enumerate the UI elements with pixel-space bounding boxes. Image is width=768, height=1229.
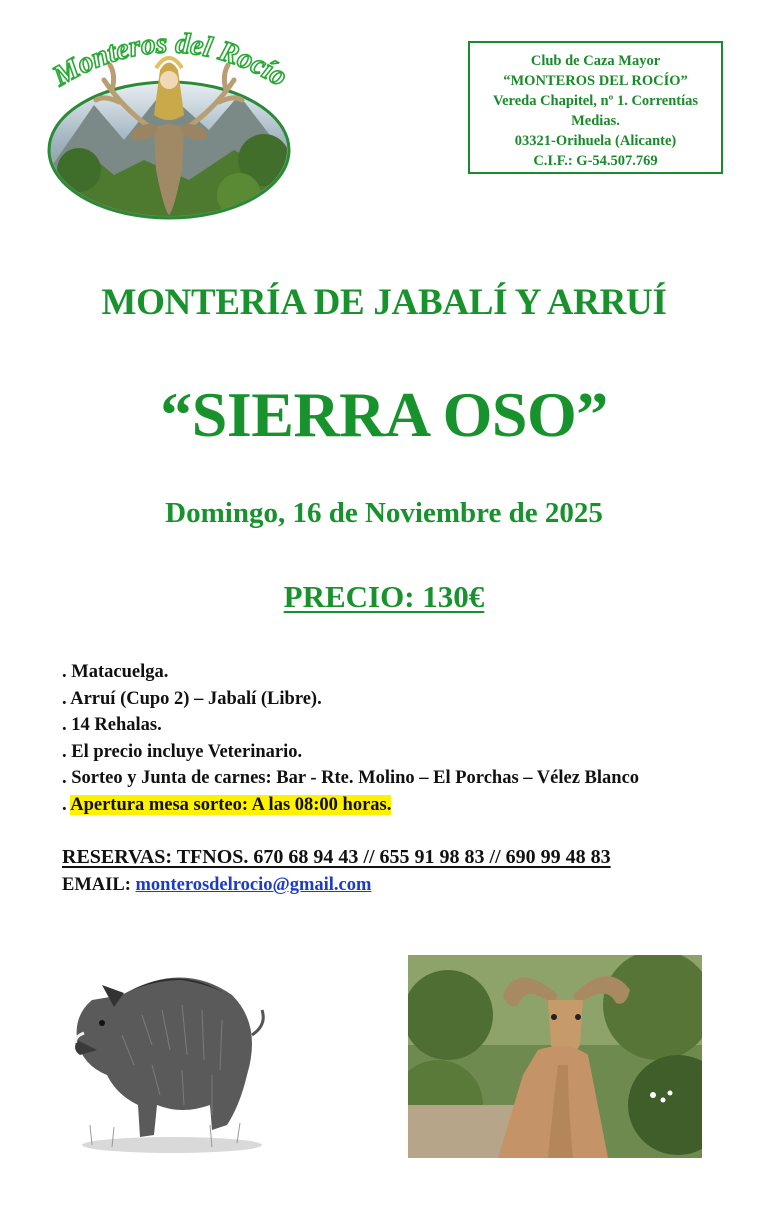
wild-boar-illustration (62, 955, 272, 1160)
club-name: “MONTEROS DEL ROCÍO” (503, 73, 688, 89)
club-line: Club de Caza Mayor (530, 53, 661, 69)
list-item-highlighted (62, 792, 639, 819)
club-logo (24, 10, 314, 222)
event-date: Domingo, 16 de Noviembre de 2025 (165, 497, 603, 529)
email-label: EMAIL: (62, 875, 131, 895)
list-item: . Arruí (Cupo 2) – Jabalí (Libre). (62, 688, 322, 709)
club-city: 03321-Orihuela (Alicante) (514, 133, 677, 149)
event-name: “SIERRA OSO” (160, 379, 608, 450)
email-link[interactable]: monterosdelrocio@gmail.com (135, 875, 372, 895)
list-bullet: . (62, 794, 67, 815)
deer-emblem-icon (24, 10, 314, 222)
list-item: . Matacuelga. (62, 662, 169, 682)
club-address-cont: Medias. (571, 113, 620, 129)
club-info-box (468, 41, 723, 174)
highlighted-text: Apertura mesa sorteo: A las 08:00 horas. (70, 794, 392, 815)
club-address: Vereda Chapitel, nº 1. Correntías (492, 93, 699, 109)
aoudad-sheep-photo (408, 955, 702, 1158)
details-list (62, 659, 639, 818)
logo-text: Monteros del Rocío (47, 27, 293, 93)
list-item: . 14 Rehalas. (62, 715, 162, 735)
list-item: . El precio incluye Veterinario. (62, 741, 303, 762)
reservations-phones: RESERVAS: TFNOS. 670 68 94 43 // 655 91 98 83 // 690 99 48 83 (62, 846, 611, 868)
club-cif: C.I.F.: G-54.507.769 (533, 153, 658, 169)
list-item: . Sorteo y Junta de carnes: Bar - Rte. Molino – El Porchas – Vélez Blanco (62, 768, 640, 788)
event-title: MONTERÍA DE JABALÍ Y ARRUÍ (101, 282, 667, 323)
email-line (62, 875, 371, 896)
event-price: PRECIO: 130€ (283, 579, 485, 614)
